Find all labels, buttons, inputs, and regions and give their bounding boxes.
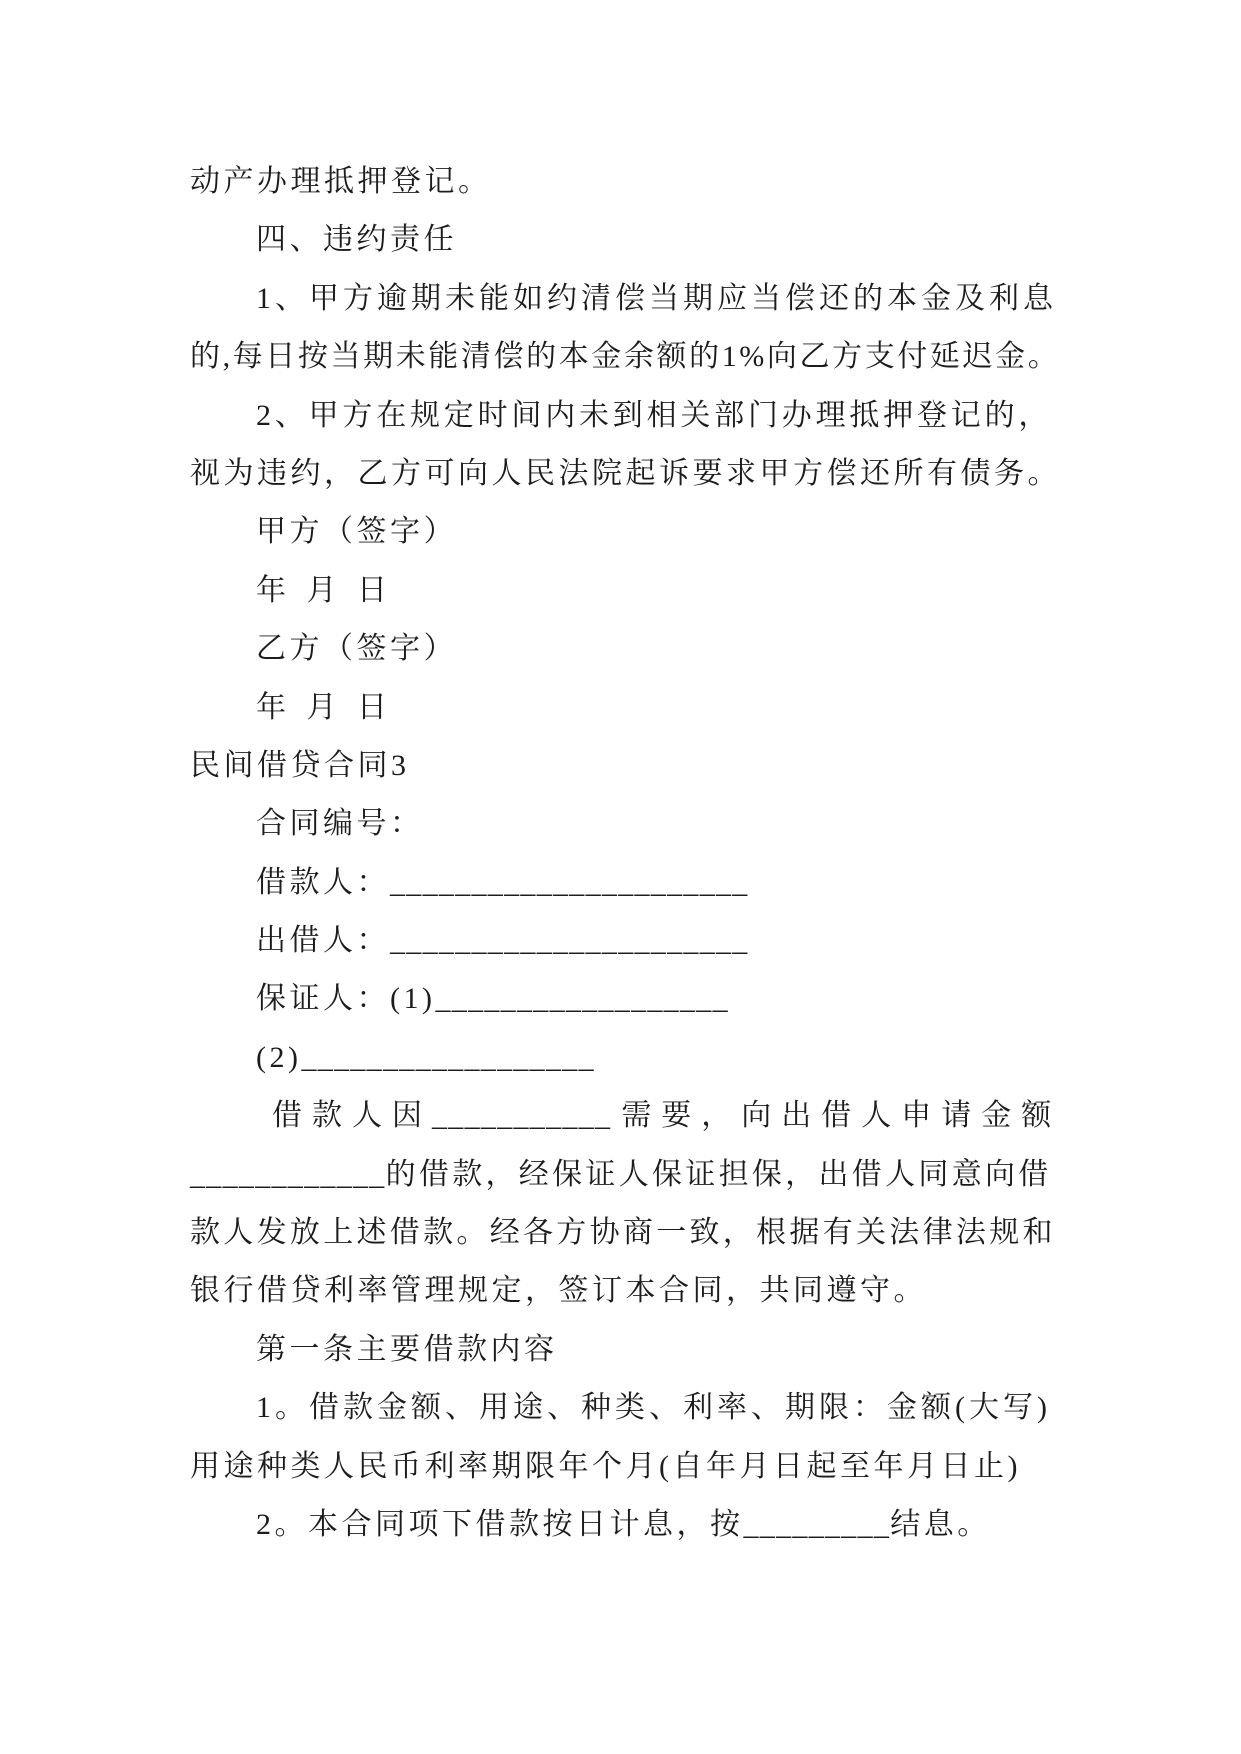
section-heading-breach: 四、违约责任 — [256, 223, 457, 257]
clause-1-line-2: 的,每日按当期未能清偿的本金余额的1%向乙方支付延迟金。 — [190, 340, 1061, 374]
article-1-item-1-line-1: 1。借款金额、用途、种类、利率、期限：金额(大写) — [256, 1391, 1051, 1425]
guarantor-line-1 — [190, 970, 1090, 1028]
party-b-date: 年 月 日 — [256, 690, 391, 724]
party-a-signature: 甲方（签字） — [256, 515, 457, 549]
paragraph-continuation: 动产办理抵押登记。 — [190, 165, 492, 198]
guarantor-line-2 — [190, 1029, 1090, 1087]
preamble-line-2 — [190, 1146, 1090, 1204]
guarantor-2-blank: __________________ — [301, 1040, 595, 1074]
article-1-item-2-before: 2。本合同项下借款按日计息，按 — [256, 1507, 744, 1541]
clause-2-line-1: 2、甲方在规定时间内未到相关部门办理抵押登记的， — [256, 398, 1053, 432]
lender-line — [190, 912, 1090, 970]
article-1-item-2 — [190, 1496, 1090, 1554]
borrower-label: 借款人： — [256, 865, 390, 899]
party-a-date: 年 月 日 — [256, 573, 391, 607]
contract-title: 民间借贷合同3 — [190, 748, 410, 782]
guarantor-1-blank: __________________ — [435, 982, 729, 1016]
document-body — [190, 153, 1090, 1554]
amount-blank: ____________ — [190, 1157, 386, 1191]
clause-2-line-2: 视为违约，乙方可向人民法院起诉要求甲方偿还所有债务。 — [190, 456, 1061, 490]
preamble-line-4: 银行借贷利率管理规定，签订本合同，共同遵守。 — [190, 1274, 927, 1308]
preamble-line-2-after: 的借款，经保证人保证担保，出借人同意向借 — [385, 1157, 1052, 1191]
party-b-signature: 乙方（签字） — [256, 632, 457, 666]
contract-number-label: 合同编号： — [256, 807, 424, 841]
clause-1-line-1: 1、甲方逾期未能如约清偿当期应当偿还的本金及利息 — [256, 281, 1057, 315]
guarantor-label: 保证人： — [256, 982, 390, 1016]
preamble-line-3: 款人发放上述借款。经各方协商一致，根据有关法律法规和 — [190, 1216, 1056, 1250]
purpose-blank: ___________ — [432, 1099, 612, 1133]
preamble-line-1 — [190, 1087, 1090, 1145]
article-1-item-1-line-2: 用途种类人民币利率期限年个月(自年月日起至年月日止) — [190, 1449, 1021, 1483]
preamble-line-1-after: 需要，向出借人申请金额 — [621, 1099, 1062, 1133]
guarantor-2-marker: (2) — [256, 1040, 302, 1074]
article-1-heading: 第一条主要借款内容 — [256, 1332, 558, 1366]
lender-label: 出借人： — [256, 924, 390, 958]
lender-blank: ______________________ — [390, 924, 749, 958]
guarantor-1-marker: (1) — [390, 982, 436, 1016]
preamble-line-1-before: 借款人因 — [272, 1099, 432, 1133]
borrower-line — [190, 854, 1090, 912]
borrower-blank: ______________________ — [390, 865, 749, 899]
settlement-blank: _________ — [743, 1507, 891, 1541]
article-1-item-2-after: 结息。 — [890, 1507, 991, 1541]
